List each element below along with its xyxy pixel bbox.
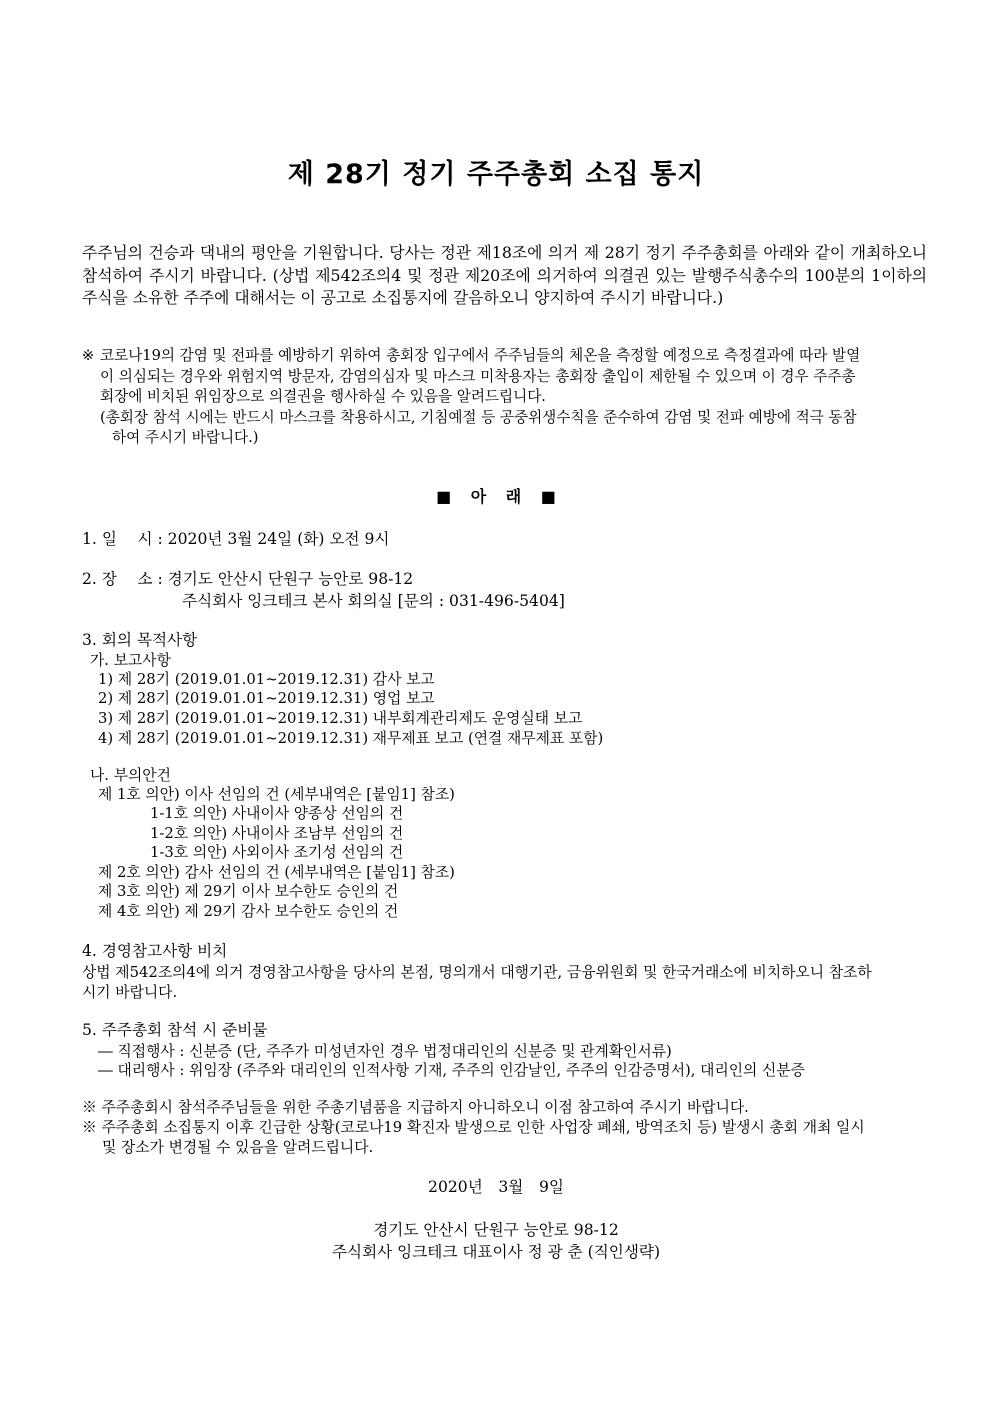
company-address: 경기도 안산시 단원구 능안로 98-12 bbox=[373, 1221, 619, 1239]
resolution-item: 제 4호 의안) 제 29기 감사 보수한도 승인의 건 bbox=[98, 903, 399, 920]
section-heading-arae: ■ 아 래 ■ bbox=[436, 487, 556, 506]
resolution-title: 나. 부의안건 bbox=[90, 767, 171, 784]
notice-date: 2020년 3월 9일 bbox=[428, 1178, 564, 1196]
footnote: ※ 주주총회 소집통지 이후 긴급한 상황(코로나19 확진자 발생으로 인한 사업장 폐쇄, 방역조치 등) 발생시 총회 개최 일시 bbox=[82, 1119, 865, 1136]
report-item: 3) 제 28기 (2019.01.01~2019.12.31) 내부회계관리제도 운영실태 보고 bbox=[98, 710, 583, 727]
covid-notice bbox=[82, 346, 927, 449]
report-item: 2) 제 28기 (2019.01.01~2019.12.31) 영업 보고 bbox=[98, 690, 435, 707]
report-item: 4) 제 28기 (2019.01.01~2019.12.31) 재무제표 보고 (연결 재무제표 포함) bbox=[98, 730, 604, 747]
notice-line: 이 의심되는 경우와 위험지역 방문자, 감염의심자 및 마스크 미착용자는 총회장 출입이 제한될 수 있으며 이 경우 주주총 bbox=[100, 367, 856, 385]
resolution-item: 제 2호 의안) 감사 선임의 건 (세부내역은 [붙임1] 참조) bbox=[98, 864, 455, 881]
notice-line: 회장에 비치된 위임장으로 의결권을 행사하실 수 있음을 알려드립니다. bbox=[100, 388, 546, 405]
resolution-subitem: 1-2호 의안) 사내이사 조남부 선임의 건 bbox=[150, 825, 404, 842]
mgmt-title: 4. 경영참고사항 비치 bbox=[82, 942, 228, 960]
agenda-title: 3. 회의 목적사항 bbox=[82, 631, 198, 649]
resolution-item: 제 3호 의안) 제 29기 이사 보수한도 승인의 건 bbox=[98, 883, 399, 900]
mgmt-text: 시기 바랍니다. bbox=[82, 984, 178, 1001]
footnote: 및 장소가 변경될 수 있음을 알려드립니다. bbox=[102, 1139, 374, 1156]
footnote: ※ 주주총회시 참석주주님들을 위한 주총기념품을 지급하지 아니하오니 이점 참고하여 주시기 바랍니다. bbox=[82, 1099, 749, 1116]
document-title: 제 28기 정기 주주총회 소집 통지 bbox=[287, 159, 705, 190]
meeting-place-detail: 주식회사 잉크테크 본사 회의실 [문의 : 031-496-5404] bbox=[182, 592, 565, 610]
prep-item: ― 대리행사 : 위임장 (주주와 대리인의 인적사항 기재, 주주의 인감날인, 주주의 인감증명서), 대리인의 신분증 bbox=[98, 1062, 805, 1079]
meeting-place: 2. 장 소 : 경기도 안산시 단원구 능안로 98-12 bbox=[82, 570, 414, 588]
meeting-datetime: 1. 일 시 : 2020년 3월 24일 (화) 오전 9시 bbox=[82, 530, 390, 548]
notice-line: (총회장 참석 시에는 반드시 마스크를 착용하시고, 기침예절 등 공중위생수칙을 준수하여 감염 및 전파 예방에 적극 동참 bbox=[100, 408, 857, 426]
reference-mark: ※ bbox=[82, 347, 95, 364]
prep-title: 5. 주주총회 참석 시 준비물 bbox=[82, 1021, 268, 1039]
resolution-item: 제 1호 의안) 이사 선임의 건 (세부내역은 [붙임1] 참조) bbox=[98, 786, 455, 803]
resolution-subitem: 1-1호 의안) 사내이사 양종상 선임의 건 bbox=[150, 805, 404, 822]
report-item: 1) 제 28기 (2019.01.01~2019.12.31) 감사 보고 bbox=[98, 671, 435, 688]
intro-paragraph: 주주님의 건승과 댁내의 평안을 기원합니다. 당사는 정관 제18조에 의거 제 28기 정기 주주총회를 아래와 같이 개최하오니 참석하여 주시기 바랍니다. (상법 제542조의4 및 정관 제20조에 의거하여 의결권 있는 발행주식총수의 100분의 1이하의 주식을 소유한 주주에 대해서는 이 공고로 소집통지에 갈음하오니 양지하여 주시기 바랍니다.) bbox=[82, 243, 927, 307]
report-title: 가. 보고사항 bbox=[90, 652, 171, 669]
prep-item: ― 직접행사 : 신분증 (단, 주주가 미성년자인 경우 법정대리인의 신분증 및 관계확인서류) bbox=[98, 1043, 672, 1060]
notice-line: 하여 주시기 바랍니다.) bbox=[112, 429, 259, 446]
resolution-subitem: 1-3호 의안) 사외이사 조기성 선임의 건 bbox=[150, 844, 404, 861]
mgmt-text: 상법 제542조의4에 의거 경영참고사항을 당사의 본점, 명의개서 대행기관, 금융위원회 및 한국거래소에 비치하오니 참조하 bbox=[82, 964, 872, 981]
signature-line: 주식회사 잉크테크 대표이사 정 광 춘 (직인생략) bbox=[331, 1243, 661, 1261]
notice-line: ※ 코로나19의 감염 및 전파를 예방하기 위하여 총회장 입구에서 주주님들의 체온을 측정할 예정으로 측정결과에 따라 발열 bbox=[82, 346, 927, 367]
